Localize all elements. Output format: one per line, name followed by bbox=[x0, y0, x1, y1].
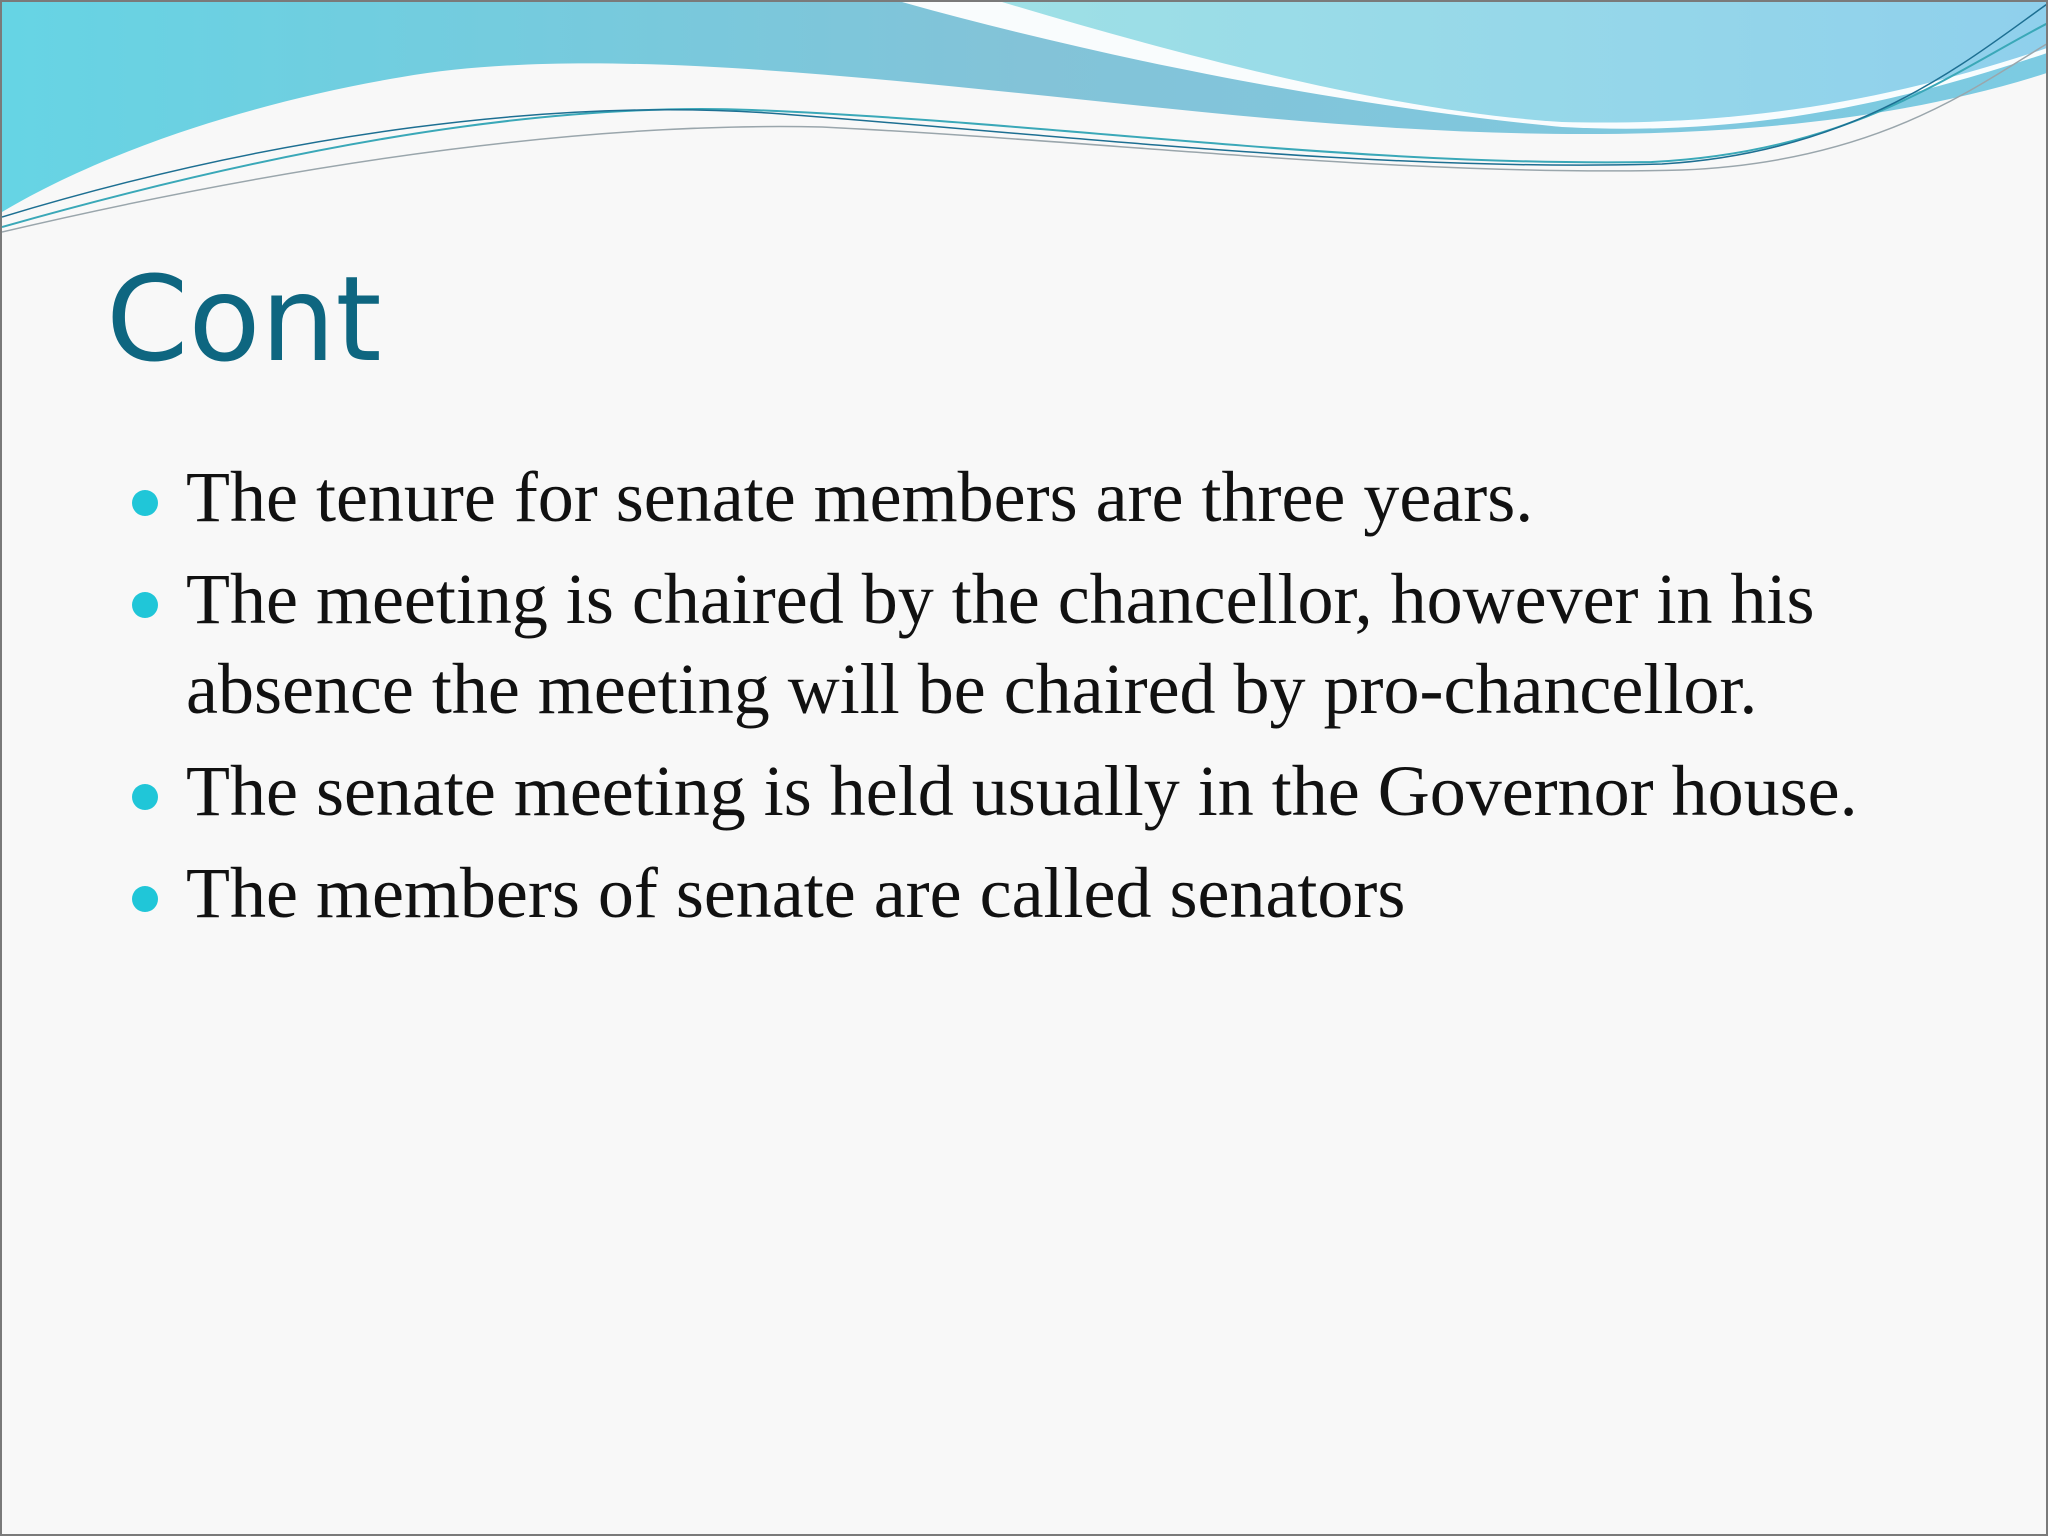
bullet-item bbox=[132, 848, 1912, 938]
bullet-item bbox=[132, 452, 1912, 542]
bullet-item bbox=[132, 746, 1912, 836]
bullet-list bbox=[132, 452, 1912, 950]
header-wave-decoration bbox=[2, 2, 2048, 242]
bullet-text: The senate meeting is held usually in the Governor house. bbox=[186, 751, 1858, 831]
bullet-text: The meeting is chaired by the chancellor, however in his absence the meeting will be chaired by pro-chancellor. bbox=[186, 559, 1815, 729]
bullet-dot-icon bbox=[132, 592, 158, 618]
bullet-item bbox=[132, 554, 1912, 734]
bullet-dot-icon bbox=[132, 490, 158, 516]
bullet-dot-icon bbox=[132, 886, 158, 912]
slide-title: Cont bbox=[106, 250, 382, 388]
bullet-dot-icon bbox=[132, 784, 158, 810]
bullet-text: The tenure for senate members are three years. bbox=[186, 457, 1534, 537]
bullet-text: The members of senate are called senators bbox=[186, 853, 1406, 933]
